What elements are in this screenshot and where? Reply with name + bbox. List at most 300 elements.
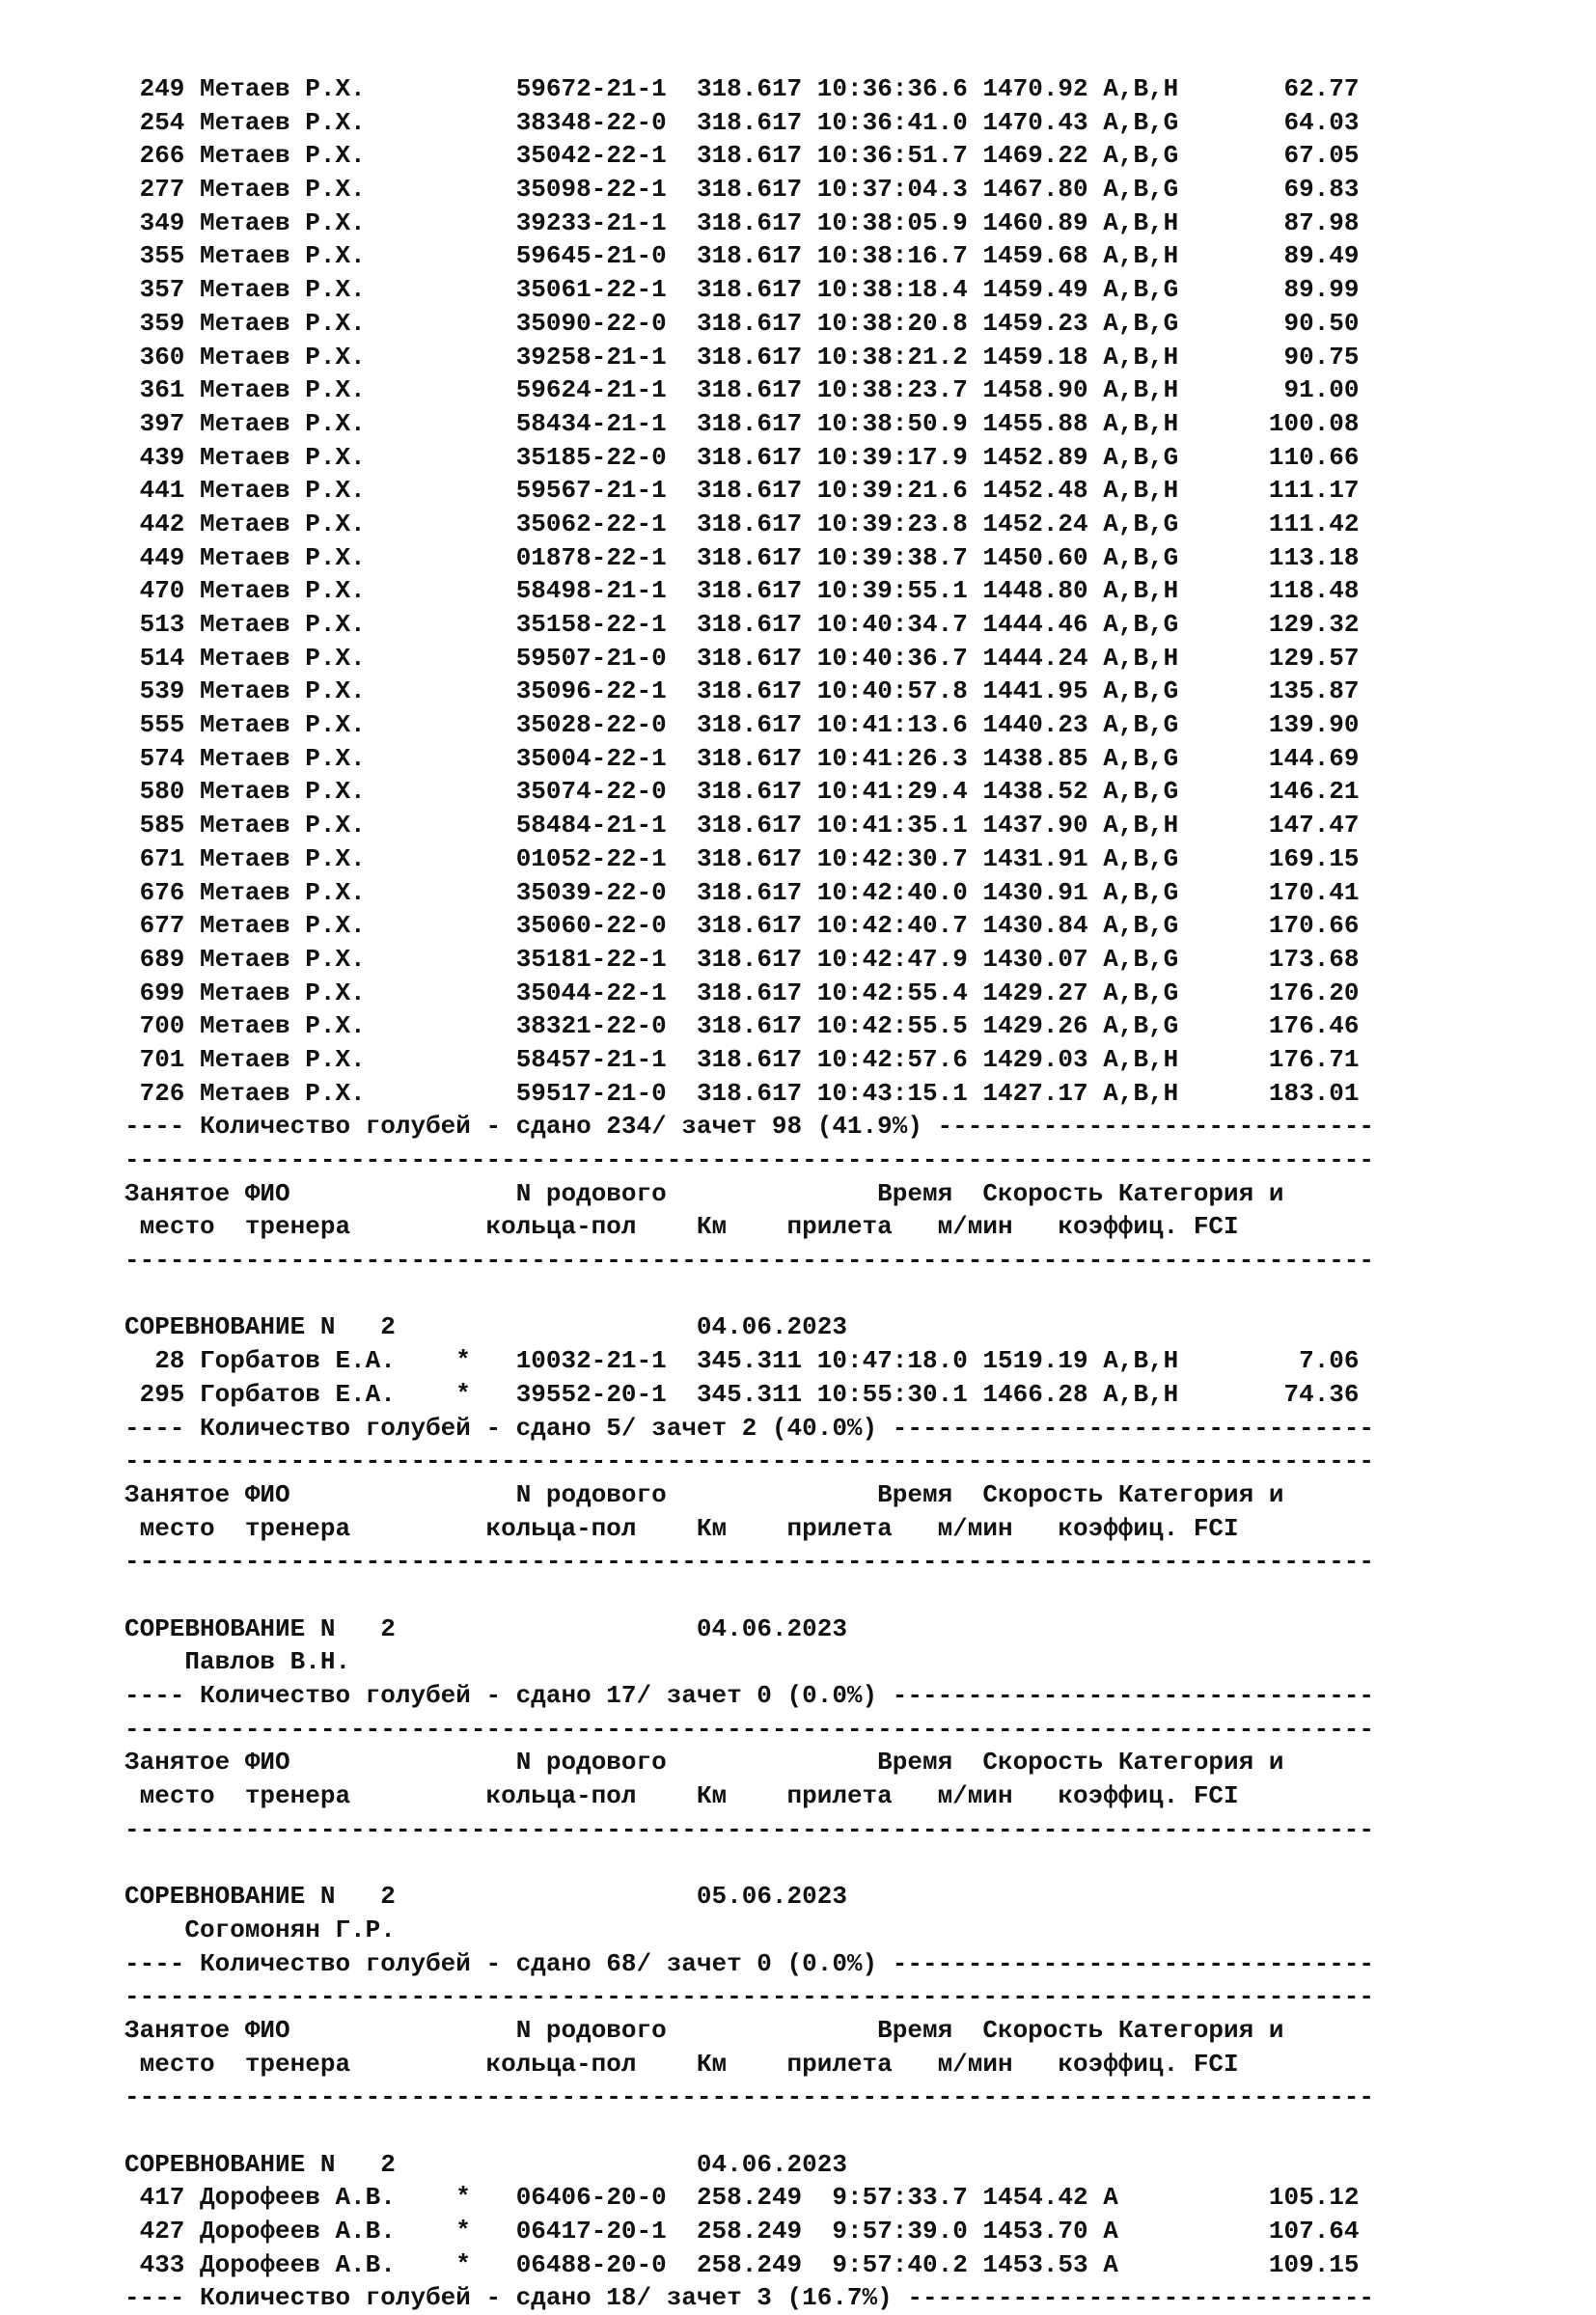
speed: 1469.22 [982,141,1088,171]
category: A,B,H [1103,342,1179,372]
table-row [124,341,1374,374]
speed: 1458.90 [982,375,1088,405]
col-place-2: место [139,1781,245,1811]
speed: 1441.95 [982,676,1088,706]
arrival-time: 10:39:55.1 [816,576,968,606]
coefficient: 113.18 [1178,542,1360,572]
coefficient: 169.15 [1178,843,1360,873]
summary-line: ---- Количество голубей - сдано 234/ зачет 98 (41.9%) ----------------------------- [124,1112,1375,1142]
category: A,B,G [1103,308,1179,338]
col-category: Категория и [1117,2015,1284,2045]
coefficient: 173.68 [1178,944,1360,974]
distance-km: 318.617 [681,676,803,706]
col-place-2: место [139,1212,245,1242]
place: 441 [124,476,185,506]
category: A,B,G [1103,978,1179,1007]
table-row [124,876,1374,910]
mark [455,141,515,170]
col-ring-2: кольца-пол [485,1212,697,1242]
speed: 1450.60 [982,542,1088,572]
ring-number: 35004-22-1 [515,743,667,773]
col-place: Занятое [124,1479,245,1509]
speed: 1452.89 [982,442,1088,472]
coefficient: 170.41 [1178,877,1360,907]
col-name-2: тренера [244,1781,486,1811]
mark [455,576,515,605]
place: 574 [124,743,185,773]
col-speed-2: м/мин [937,1212,1059,1242]
distance-km: 318.617 [681,743,803,773]
speed: 1459.18 [982,342,1088,372]
arrival-time: 10:47:18.0 [816,1346,968,1376]
ring-number: 59517-21-0 [515,1078,667,1108]
col-ring: N родового [515,2015,878,2045]
place: 417 [124,2183,185,2213]
trainer-name: Метаев Р.Х. [200,610,456,639]
competition-date: 04.06.2023 [696,1312,847,1342]
col-ring: N родового [515,1748,878,1778]
ring-number: 06417-20-1 [515,2217,667,2246]
arrival-time: 10:42:30.7 [816,843,968,873]
arrival-time: 10:36:51.7 [816,141,968,171]
category: A,B,H [1103,811,1179,841]
table-row [124,441,1374,475]
mark: * [455,2249,516,2279]
distance-km: 318.617 [681,643,803,673]
trainer-name: Метаев Р.Х. [200,408,456,438]
arrival-time: 10:36:41.0 [816,107,968,137]
place: 360 [124,342,185,372]
arrival-time: 10:38:23.7 [816,375,968,405]
place: 671 [124,843,185,873]
trainer-name: Метаев Р.Х. [200,843,456,873]
table-row [124,775,1374,809]
col-speed: Скорость [982,1178,1118,1208]
distance-km: 318.617 [681,1044,803,1074]
col-name-2: тренера [244,2049,486,2079]
coefficient: 176.20 [1178,978,1360,1007]
trainer-name: Дорофеев А.В. [200,2183,456,2213]
ring-number: 59645-21-0 [515,241,667,271]
column-header-1 [124,1177,1374,1211]
arrival-time: 10:42:57.6 [816,1044,968,1074]
coefficient: 135.87 [1178,676,1360,706]
coefficient: 129.32 [1178,610,1360,639]
trainer-name: Метаев Р.Х. [200,877,456,907]
place: 580 [124,777,185,807]
table-row [124,373,1374,407]
speed: 1427.17 [982,1078,1088,1108]
ring-number: 35096-22-1 [515,676,667,706]
column-header-2 [124,1210,1374,1244]
place: 439 [124,442,185,472]
divider: ----------------------------------------------------------------------------------- [124,2082,1375,2112]
place: 397 [124,408,185,438]
col-time-2: прилета [786,1212,938,1242]
mark [455,510,515,538]
divider: ----------------------------------------------------------------------------------- [124,1447,1375,1476]
arrival-time: 10:38:50.9 [816,408,968,438]
category: A,B,G [1103,777,1179,807]
coefficient: 90.75 [1178,342,1360,372]
table-row [124,2181,1374,2215]
speed: 1519.19 [982,1346,1088,1376]
ring-number: 35060-22-0 [515,911,667,941]
col-time-2: прилета [786,1513,938,1543]
blank-line [124,1579,1374,1612]
place: 585 [124,811,185,841]
mark [455,275,515,304]
col-km: Км [696,1781,787,1811]
col-km: Км [696,1212,787,1242]
speed: 1455.88 [982,408,1088,438]
col-category-2: коэффиц. FCI [1058,1781,1239,1811]
table-row [124,1009,1374,1043]
col-place: Занятое [124,2015,245,2045]
mark [455,241,515,270]
table-row [124,809,1374,842]
category: A,B,G [1103,107,1179,137]
col-speed: Скорость [982,1479,1118,1509]
col-km: Км [696,1513,787,1543]
trainer-name: Метаев Р.Х. [200,643,456,673]
place: 254 [124,107,185,137]
table-row [124,273,1374,307]
mark: * [455,2217,516,2246]
mark [455,911,515,940]
coefficient: 89.99 [1178,275,1360,305]
arrival-time: 9:57:33.7 [816,2183,968,2213]
competition-line [124,2148,1374,2182]
distance-km: 318.617 [681,342,803,372]
speed: 1444.46 [982,610,1088,639]
place: 249 [124,74,185,103]
table-row [124,608,1374,642]
coefficient: 147.47 [1178,811,1360,841]
category: A,B,H [1103,375,1179,405]
mark [455,945,515,974]
table-row [124,977,1374,1010]
category: A,B,G [1103,877,1179,907]
ring-number: 39258-21-1 [515,342,667,372]
table-row [124,508,1374,541]
table-row [124,2248,1374,2282]
coefficient: 107.64 [1178,2217,1360,2246]
speed: 1448.80 [982,576,1088,606]
mark [455,1045,515,1074]
coefficient: 144.69 [1178,743,1360,773]
mark [455,175,515,204]
ring-number: 58484-21-1 [515,811,667,841]
summary-text: Количество голубей - сдано 68/ зачет 0 (0.0%) [200,1948,878,1978]
speed: 1437.90 [982,811,1088,841]
coefficient: 74.36 [1178,1379,1360,1409]
mark [455,309,515,338]
place: 449 [124,542,185,572]
distance-km: 258.249 [681,2249,803,2279]
ring-number: 01052-22-1 [515,843,667,873]
ring-number: 35090-22-0 [515,308,667,338]
arrival-time: 10:38:16.7 [816,241,968,271]
arrival-time: 10:37:04.3 [816,175,968,205]
coefficient: 90.50 [1178,308,1360,338]
trainer-name: Метаев Р.Х. [200,442,456,472]
category: A,B,G [1103,610,1179,639]
coefficient: 89.49 [1178,241,1360,271]
arrival-time: 10:42:47.9 [816,944,968,974]
coefficient: 139.90 [1178,710,1360,740]
col-ring: N родового [515,1178,878,1208]
mark [455,409,515,438]
coefficient: 111.17 [1178,476,1360,506]
category: A,B,G [1103,275,1179,305]
place: 266 [124,141,185,171]
arrival-time: 10:41:13.6 [816,710,968,740]
competition-title: СОРЕВНОВАНИЕ N 2 [124,1882,697,1912]
coefficient: 111.42 [1178,509,1360,538]
arrival-time: 10:41:35.1 [816,811,968,841]
col-category: Категория и [1117,1479,1284,1509]
col-km: Км [696,2049,787,2079]
col-place-2: место [139,2049,245,2079]
speed: 1459.49 [982,275,1088,305]
table-row [124,239,1374,273]
arrival-time: 10:39:17.9 [816,442,968,472]
arrival-time: 10:40:36.7 [816,643,968,673]
distance-km: 318.617 [681,576,803,606]
arrival-time: 10:40:34.7 [816,610,968,639]
mark [455,443,515,472]
category: A,B,G [1103,542,1179,572]
summary-line: ---- Количество голубей - сдано 17/ зачет 0 (0.0%) -------------------------------- [124,1681,1375,1710]
table-row [124,72,1374,106]
col-time: Время [877,1748,983,1778]
distance-km: 318.617 [681,275,803,305]
distance-km: 318.617 [681,509,803,538]
ring-number: 58498-21-1 [515,576,667,606]
distance-km: 318.617 [681,542,803,572]
trainer-line [124,1914,1374,1947]
col-name: ФИО [244,1479,516,1509]
mark [455,844,515,873]
category: A,B,G [1103,1011,1179,1041]
category: A,B,H [1103,476,1179,506]
distance-km: 258.249 [681,2217,803,2246]
distance-km: 318.617 [681,710,803,740]
place: 555 [124,710,185,740]
table-row [124,943,1374,977]
place: 28 [124,1346,185,1376]
coefficient: 69.83 [1178,175,1360,205]
col-place: Занятое [124,1178,245,1208]
category: A [1103,2249,1179,2279]
distance-km: 318.617 [681,811,803,841]
divider: ----------------------------------------------------------------------------------- [124,1714,1375,1744]
distance-km: 318.617 [681,375,803,405]
speed: 1440.23 [982,710,1088,740]
arrival-time: 10:38:20.8 [816,308,968,338]
ring-number: 58457-21-1 [515,1044,667,1074]
speed: 1459.23 [982,308,1088,338]
mark: * [455,1346,516,1376]
arrival-time: 10:39:38.7 [816,542,968,572]
trainer-name: Согомонян Г.Р. [184,1915,396,1944]
distance-km: 318.617 [681,74,803,103]
distance-km: 318.617 [681,843,803,873]
divider: ----------------------------------------------------------------------------------- [124,1145,1375,1174]
trainer-name: Метаев Р.Х. [200,777,456,807]
col-category-2: коэффиц. FCI [1058,2049,1239,2079]
speed: 1452.24 [982,509,1088,538]
trainer-name: Метаев Р.Х. [200,1044,456,1074]
blank-line [124,1846,1374,1880]
place: 514 [124,643,185,673]
mark [455,878,515,907]
coefficient: 64.03 [1178,107,1360,137]
speed: 1430.84 [982,911,1088,941]
trainer-name: Метаев Р.Х. [200,542,456,572]
arrival-time: 10:42:55.5 [816,1011,968,1041]
trainer-name: Метаев Р.Х. [200,241,456,271]
ring-number: 35044-22-1 [515,978,667,1007]
summary-text: Количество голубей - сдано 17/ зачет 0 (0.0%) [200,1681,878,1710]
trainer-name: Метаев Р.Х. [200,743,456,773]
trainer-line [124,1645,1374,1679]
place: 676 [124,877,185,907]
col-name: ФИО [244,1748,516,1778]
speed: 1430.07 [982,944,1088,974]
arrival-time: 10:55:30.1 [816,1379,968,1409]
speed: 1430.91 [982,877,1088,907]
coefficient: 110.66 [1178,442,1360,472]
competition-line [124,1612,1374,1646]
speed: 1429.26 [982,1011,1088,1041]
mark [455,74,515,103]
distance-km: 318.617 [681,408,803,438]
coefficient: 87.98 [1178,207,1360,237]
place: 277 [124,175,185,205]
category: A,B,H [1103,576,1179,606]
mark [455,1079,515,1108]
table-row [124,307,1374,341]
mark [455,1011,515,1040]
col-name: ФИО [244,2015,516,2045]
col-time-2: прилета [786,1781,938,1811]
coefficient: 176.46 [1178,1011,1360,1041]
coefficient: 109.15 [1178,2249,1360,2279]
category: A,B,H [1103,1346,1179,1376]
arrival-time: 10:42:55.4 [816,978,968,1007]
place: 349 [124,207,185,237]
arrival-time: 10:41:26.3 [816,743,968,773]
category: A,B,G [1103,175,1179,205]
distance-km: 318.617 [681,241,803,271]
ring-number: 39552-20-1 [515,1379,667,1409]
mark [455,978,515,1007]
table-row [124,173,1374,207]
col-speed-2: м/мин [937,1513,1059,1543]
table-row [124,642,1374,675]
summary-text: Количество голубей - сдано 18/ зачет 3 (16.7%) [200,2283,893,2313]
table-row [124,1344,1374,1378]
speed: 1470.92 [982,74,1088,103]
speed: 1452.48 [982,476,1088,506]
divider: ----------------------------------------------------------------------------------- [124,1246,1375,1276]
coefficient: 62.77 [1178,74,1360,103]
coefficient: 170.66 [1178,911,1360,941]
ring-number: 06406-20-0 [515,2183,667,2213]
distance-km: 318.617 [681,777,803,807]
col-time: Время [877,1178,983,1208]
speed: 1438.52 [982,777,1088,807]
ring-number: 35181-22-1 [515,944,667,974]
place: 689 [124,944,185,974]
competition-title: СОРЕВНОВАНИЕ N 2 [124,2149,697,2179]
table-row [124,574,1374,608]
summary-line: ---- Количество голубей - сдано 68/ зачет 0 (0.0%) -------------------------------- [124,1948,1375,1978]
category: A,B,H [1103,1044,1179,1074]
column-header-1 [124,1478,1374,1512]
arrival-time: 10:39:23.8 [816,509,968,538]
category: A,B,G [1103,141,1179,171]
distance-km: 318.617 [681,911,803,941]
distance-km: 318.617 [681,175,803,205]
arrival-time: 10:39:21.6 [816,476,968,506]
column-header-2 [124,1779,1374,1813]
col-ring-2: кольца-пол [485,1781,697,1811]
speed: 1467.80 [982,175,1088,205]
mark [455,710,515,739]
speed: 1466.28 [982,1379,1088,1409]
speed: 1429.03 [982,1044,1088,1074]
ring-number: 35062-22-1 [515,509,667,538]
mark: * [455,1379,516,1409]
trainer-name: Метаев Р.Х. [200,342,456,372]
category: A [1103,2183,1179,2213]
category: A,B,H [1103,207,1179,237]
coefficient: 118.48 [1178,576,1360,606]
trainer-name: Метаев Р.Х. [200,911,456,941]
ring-number: 35028-22-0 [515,710,667,740]
place: 427 [124,2217,185,2246]
col-time: Время [877,1479,983,1509]
competition-title: СОРЕВНОВАНИЕ N 2 [124,1312,697,1342]
table-row [124,407,1374,441]
arrival-time: 10:38:05.9 [816,207,968,237]
distance-km: 318.617 [681,1078,803,1108]
ring-number: 35158-22-1 [515,610,667,639]
col-category-2: коэффиц. FCI [1058,1513,1239,1543]
category: A,B,H [1103,1379,1179,1409]
trainer-name: Дорофеев А.В. [200,2249,456,2279]
distance-km: 318.617 [681,141,803,171]
divider: ----------------------------------------------------------------------------------- [124,1814,1375,1844]
trainer-name: Метаев Р.Х. [200,710,456,740]
coefficient: 176.71 [1178,1044,1360,1074]
divider: ----------------------------------------------------------------------------------- [124,1982,1375,2012]
distance-km: 345.311 [681,1379,803,1409]
col-category-2: коэффиц. FCI [1058,1212,1239,1242]
trainer-name: Метаев Р.Х. [200,207,456,237]
speed: 1460.89 [982,207,1088,237]
trainer-name: Метаев Р.Х. [200,275,456,305]
mark [455,644,515,673]
distance-km: 258.249 [681,2183,803,2213]
arrival-time: 10:38:18.4 [816,275,968,305]
place: 295 [124,1379,185,1409]
speed: 1459.68 [982,241,1088,271]
trainer-name: Метаев Р.Х. [200,74,456,103]
